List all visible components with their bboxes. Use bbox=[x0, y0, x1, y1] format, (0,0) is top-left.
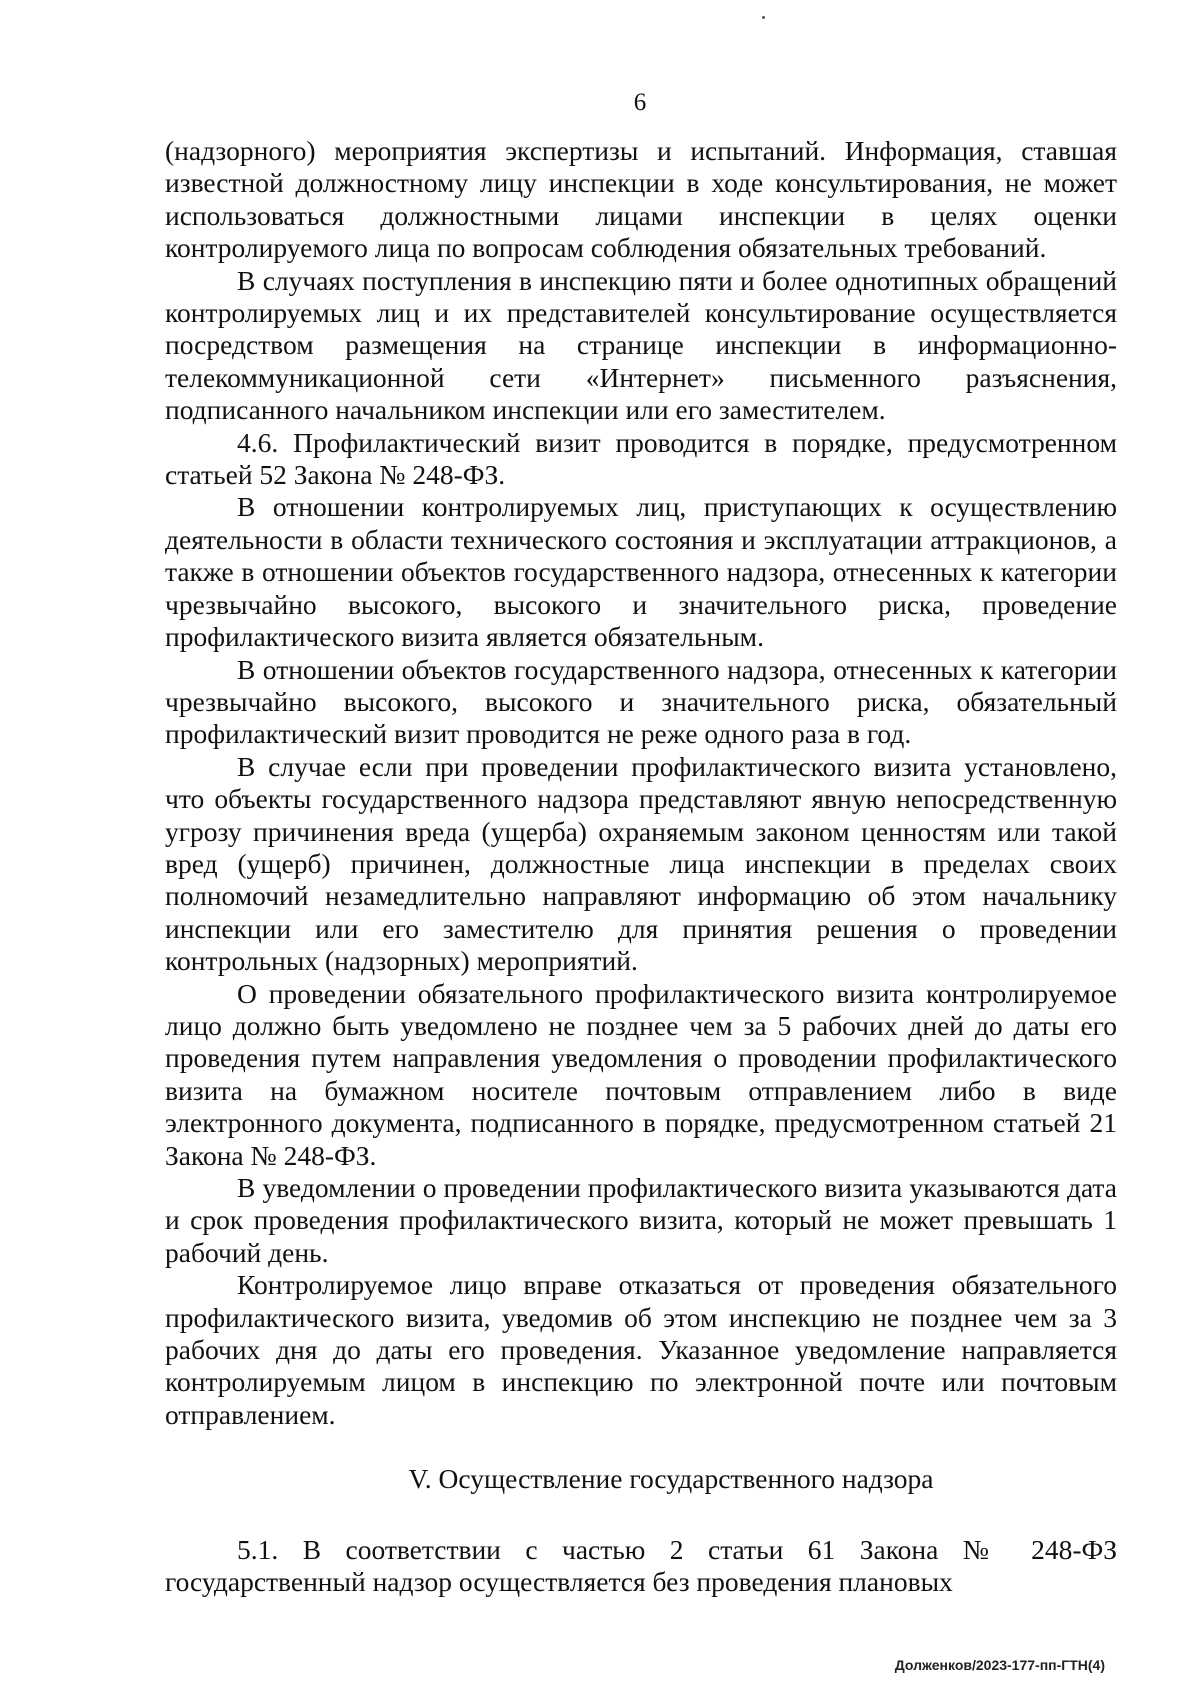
paragraph-mandatory-visit: В отношении контролируемых лиц, приступающих к осуществлению деятельности в области технического состояния и эксплуатации аттракционов, а также в отношении объектов государственного надзора, отнесенных к категории чрезвычайно высокого, высокого и значительного риска, проведение профилактического визита является обязательным. bbox=[165, 491, 1117, 653]
paragraph-notification-content: В уведомлении о проведении профилактического визита указываются дата и срок проведения профилактического визита, который не может превышать 1 рабочий день. bbox=[165, 1172, 1117, 1268]
scan-artifact-dot bbox=[762, 16, 765, 19]
paragraph-5-1: 5.1. В соответствии с частью 2 статьи 61 Закона № 248-ФЗ государственный надзор осуществляется без проведения плановых bbox=[165, 1533, 1117, 1598]
paragraph-continuation: (надзорного) мероприятия экспертизы и испытаний. Информация, ставшая известной должностному лицу инспекции в ходе консультирования, не может использоваться должностными лицами инспекции в целях оценки контролируемого лица по вопросам соблюдения обязательных требований. bbox=[165, 135, 1117, 264]
page-number: 6 bbox=[633, 89, 647, 116]
document-body bbox=[165, 135, 1117, 1598]
paragraph-threat-case: В случае если при проведении профилактического визита установлено, что объекты государственного надзора представляют явную непосредственную угрозу причинения вреда (ущерба) охраняемым законом ценностям или такой вред (ущерб) причинен, должностные лица инспекции в пределах своих полномочий незамедлительно направляют информацию об этом начальнику инспекции или его заместителю для принятия решения о проведении контрольных (надзорных) мероприятий. bbox=[165, 750, 1117, 977]
section-heading: V. Осуществление государственного надзора bbox=[408, 1463, 934, 1495]
paragraph-consultation-written: В случаях поступления в инспекцию пяти и более однотипных обращений контролируемых лиц и их представителей консультирование осуществляется посредством размещения на странице инспекции в информационно-телекоммуникационной сети «Интернет» письменного разъяснения, подписанного начальником инспекции или его заместителем. bbox=[165, 264, 1117, 426]
paragraph-refusal: Контролируемое лицо вправе отказаться от проведения обязательного профилактического визита, уведомив об этом инспекцию не позднее чем за 3 рабочих дня до даты его проведения. Указанное уведомление направляется контролируемым лицом в инспекцию по электронной почте или почтовым отправлением. bbox=[165, 1269, 1117, 1430]
document-reference-footer: Долженков/2023-177-пп-ГТН(4) bbox=[894, 1657, 1105, 1673]
paragraph-notification: О проведении обязательного профилактического визита контролируемое лицо должно быть уведомлено не позднее чем за 5 рабочих дней до даты его проведения путем направления уведомления о проводении профилактического визита на бумажном носителе почтовым отправлением либо в виде электронного документа, подписанного в порядке, предусмотренном статьей 21 Закона № 248-ФЗ. bbox=[165, 977, 1117, 1171]
paragraph-4-6: 4.6. Профилактический визит проводится в порядке, предусмотренном статьей 52 Закона № 248-ФЗ. bbox=[165, 426, 1117, 491]
paragraph-visit-frequency: В отношении объектов государственного надзора, отнесенных к категории чрезвычайно высокого, высокого и значительного риска, обязательный профилактический визит проводится не реже одного раза в год. bbox=[165, 653, 1117, 750]
